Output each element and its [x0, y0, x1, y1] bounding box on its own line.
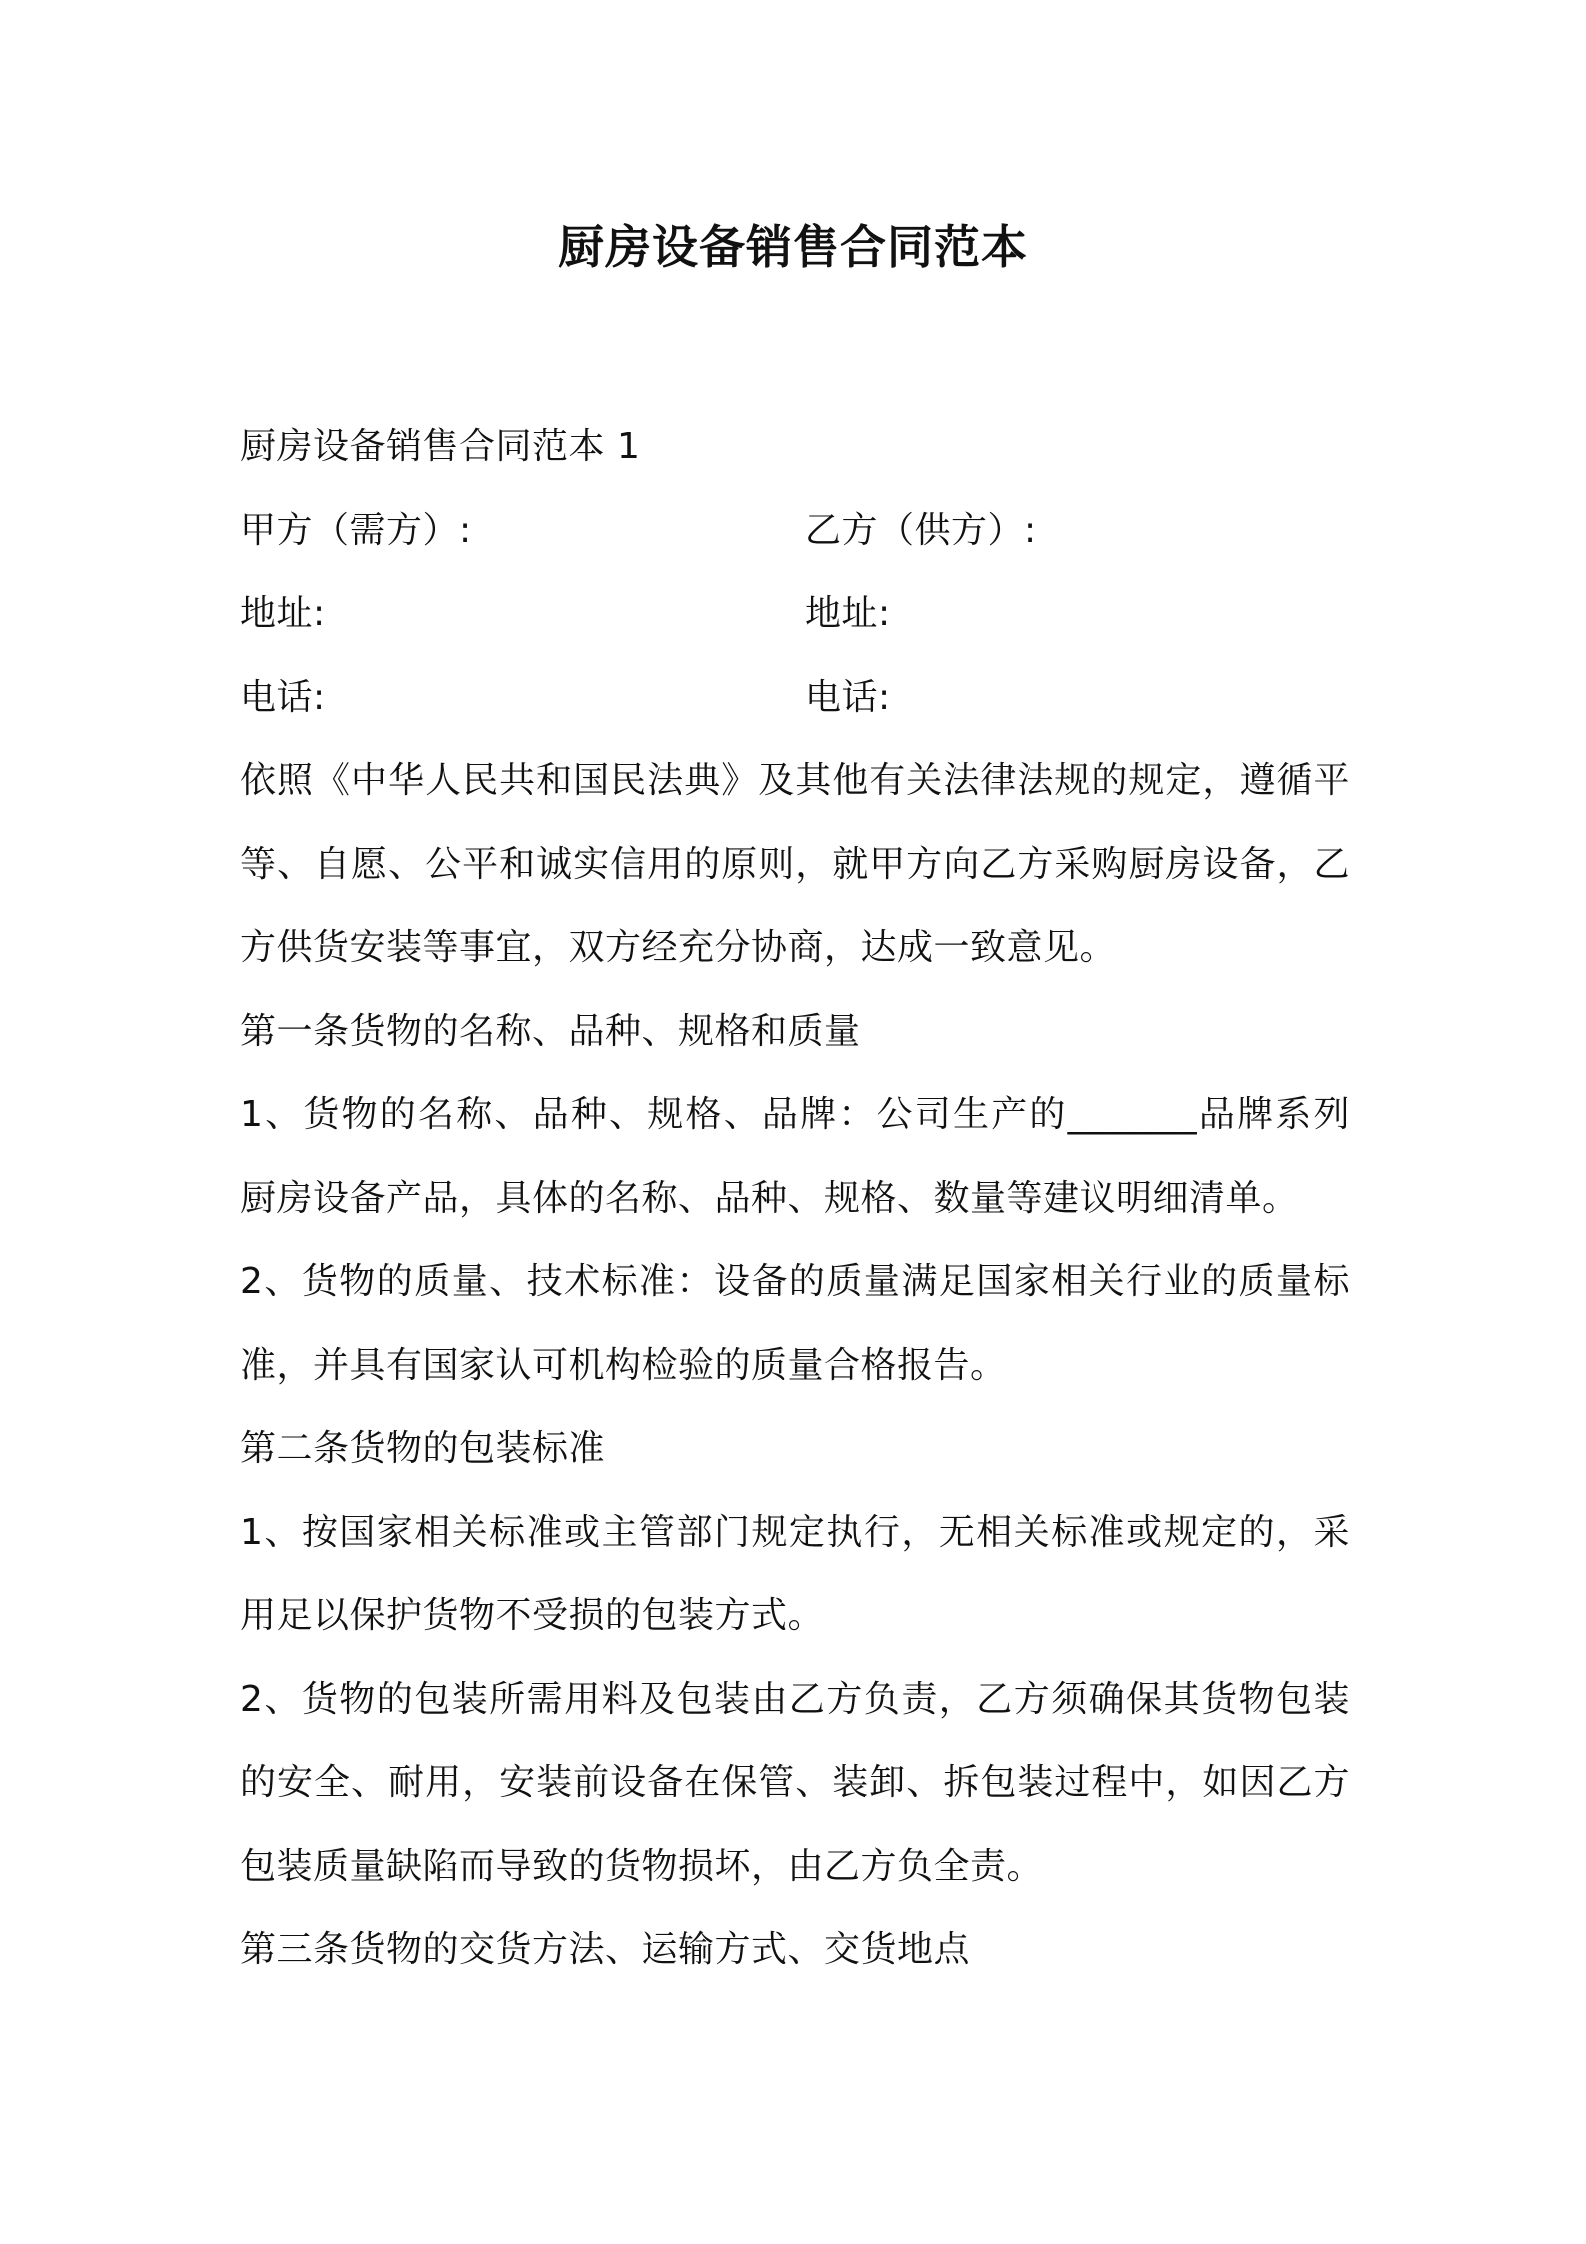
document-body	[240, 405, 1350, 1992]
party-b-phone-label: 电话:	[805, 676, 891, 718]
article-2-item-2-line-2: 的安全、耐用，安装前设备在保管、装卸、拆包装过程中，如因乙方	[240, 1762, 1350, 1803]
article-2-item-1-line-1: 1、按国家相关标准或主管部门规定执行，无相关标准或规定的，采	[240, 1511, 1350, 1553]
parties-row	[240, 489, 1350, 573]
article-1-item-2-line-2: 准，并具有国家认可机构检验的质量合格报告。	[240, 1344, 1007, 1386]
preamble-line-2: 等、自愿、公平和诚实信用的原则，就甲方向乙方采购厨房设备，乙	[240, 843, 1350, 885]
party-a-address-label: 地址:	[240, 593, 326, 634]
party-b-label: 乙方（供方）:	[805, 509, 1037, 551]
address-row	[240, 572, 1350, 656]
party-a-phone-label: 电话:	[240, 676, 326, 718]
party-a-label: 甲方（需方）:	[240, 509, 472, 551]
article-2-item-1-line-2: 用足以保护货物不受损的包装方式。	[240, 1595, 825, 1636]
article-2-item-2-line-1: 2、货物的包装所需用料及包装由乙方负责，乙方须确保其货物包装	[240, 1678, 1350, 1720]
contract-subtitle: 厨房设备销售合同范本 1	[240, 426, 641, 467]
document-title: 厨房设备销售合同范本	[558, 220, 1028, 274]
article-3-heading: 第三条货物的交货方法、运输方式、交货地点	[240, 1929, 971, 1970]
article-1-item-1-line-1: 1、货物的名称、品种、规格、品牌：公司生产的_______品牌系列	[240, 1094, 1350, 1135]
phone-row	[240, 656, 1350, 740]
article-1-heading: 第一条货物的名称、品种、规格和质量	[240, 1010, 861, 1052]
party-b-address-label: 地址:	[805, 593, 891, 634]
preamble-line-1: 依照《中华人民共和国民法典》及其他有关法律法规的规定，遵循平	[240, 760, 1350, 801]
article-2-heading: 第二条货物的包装标准	[240, 1428, 606, 1469]
article-1-item-1-line-2: 厨房设备产品，具体的名称、品种、规格、数量等建议明细清单。	[240, 1177, 1299, 1219]
article-2-item-2-line-3: 包装质量缺陷而导致的货物损坏，由乙方负全责。	[240, 1845, 1044, 1887]
preamble-line-3: 方供货安装等事宜，双方经充分协商，达成一致意见。	[240, 927, 1117, 968]
article-1-item-2-line-1: 2、货物的质量、技术标准：设备的质量满足国家相关行业的质量标	[240, 1261, 1350, 1302]
